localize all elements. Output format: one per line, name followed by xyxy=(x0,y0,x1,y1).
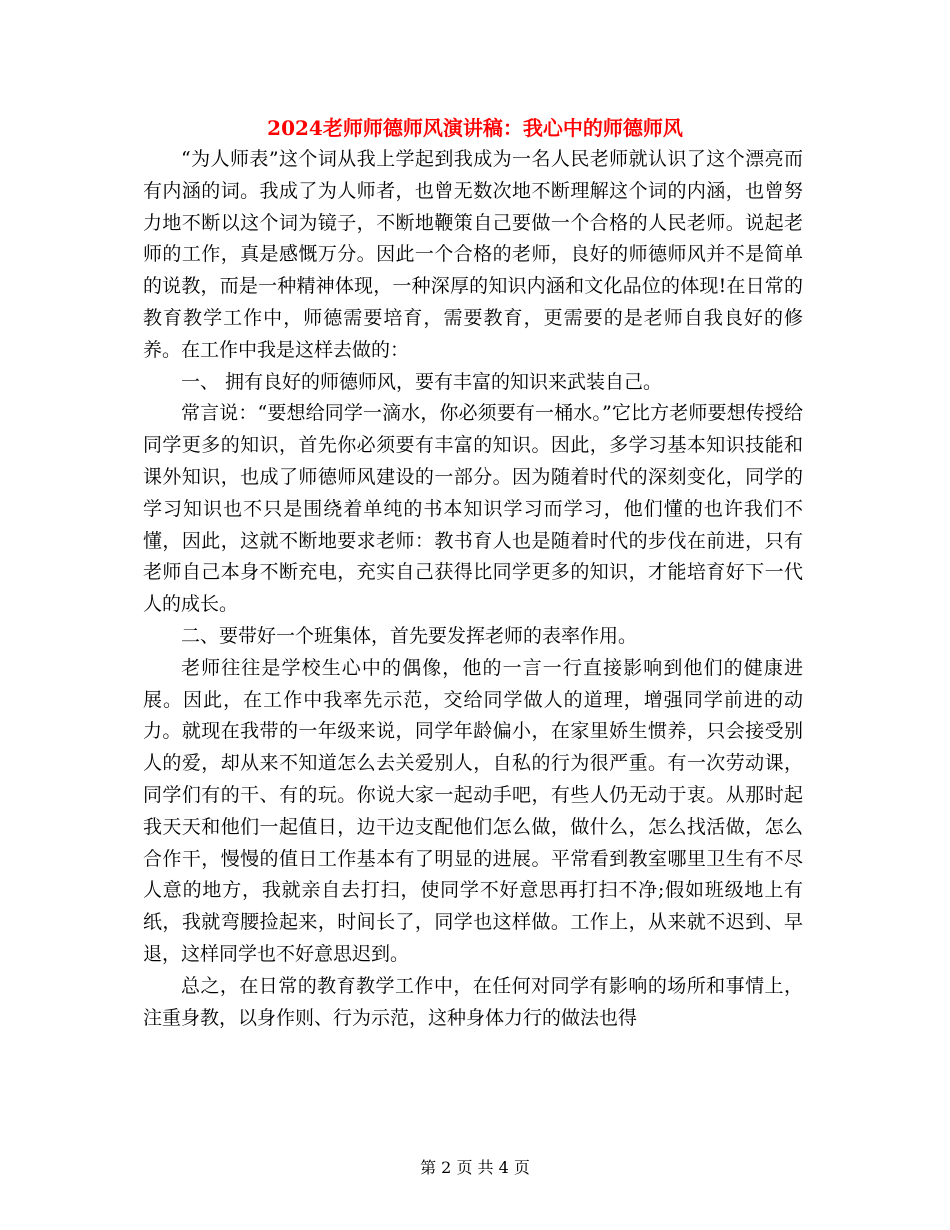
page-number-footer: 第 2 页 共 4 页 xyxy=(420,1158,530,1177)
paragraph-conclusion: 总之，在日常的教育教学工作中，在任何对同学有影响的场所和事情上，注重身教，以身作则、行为示范，这种身体力行的做法也得 xyxy=(143,974,803,1029)
document-title: 2024老师师德师风演讲稿：我心中的师德师风 xyxy=(267,116,683,140)
paragraph-heading-one: 一、 拥有良好的师德师风，要有丰富的知识来武装自己。 xyxy=(181,370,663,393)
paragraph-knowledge: 常言说：“要想给同学一滴水，你必须要有一桶水。”它比方老师要想传授给同学更多的知识，首先你必须要有丰富的知识。因此，多学习基本知识技能和课外知识，也成了师德师风建设的一部分。因为随着时代的深刻变化，同学的学习知识也不只是围绕着单纯的书本知识学习而学习，他们懂的也许我们不懂，因此，这就不断地要求老师：教书育人也是随着时代的步伐在前进，只有老师自己本身不断充电，充实自己获得比同学更多的知识，才能培育好下一代人的成长。 xyxy=(143,402,803,616)
paragraph-example: 老师往往是学校生心中的偶像，他的一言一行直接影响到他们的健康进展。因此，在工作中我率先示范，交给同学做人的道理，增强同学前进的动力。就现在我带的一年级来说，同学年龄偏小，在家里娇生惯养，只会接受别人的爱，却从来不知道怎么去关爱别人，自私的行为很严重。有一次劳动课，同学们有的干、有的玩。你说大家一起动手吧，有些人仍无动于衷。从那时起我天天和他们一起值日，边干边支配他们怎么做，做什么，怎么找活做，怎么合作干，慢慢的值日工作基本有了明显的进展。平常看到教室哪里卫生有不尽人意的地方，我就亲自去打扫，使同学不好意思再打扫不净;假如班级地上有纸，我就弯腰捡起来，时间长了，同学也这样做。工作上，从来就不迟到、早退，这样同学也不好意思迟到。 xyxy=(143,656,803,965)
paragraph-intro: “为人师表”这个词从我上学起到我成为一名人民老师就认识了这个漂亮而有内涵的词。我成了为人师者，也曾无数次地不断理解这个词的内涵，也曾努力地不断以这个词为镜子，不断地鞭策自己要做一个合格的人民老师。说起老师的工作，真是感慨万分。因此一个合格的老师，良好的师德师风并不是简单的说教，而是一种精神体现，一种深厚的知识内涵和文化品位的体现!在日常的教育教学工作中，师德需要培育，需要教育，更需要的是老师自我良好的修养。在工作中我是这样去做的： xyxy=(143,148,803,361)
document-body xyxy=(143,144,803,1034)
paragraph-heading-two: 二、要带好一个班集体，首先要发挥老师的表率作用。 xyxy=(181,624,638,647)
